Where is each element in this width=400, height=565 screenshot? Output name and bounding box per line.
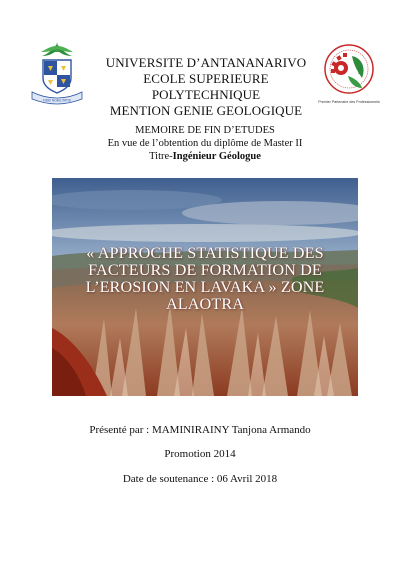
polytechnique-gear-logo-icon bbox=[318, 42, 380, 106]
thesis-title-line: FACTEURS DE FORMATION DE bbox=[88, 261, 322, 279]
promotion-line: Promotion 2014 bbox=[164, 448, 236, 460]
department-name: MENTION GENIE GEOLOGIQUE bbox=[109, 103, 303, 118]
thesis-title-line: L’EROSION EN LAVAKA » ZONE bbox=[85, 278, 325, 296]
cover-photo bbox=[52, 178, 358, 396]
memoire-block bbox=[60, 124, 350, 163]
degree-prefix: Titre- bbox=[149, 151, 173, 162]
polytechnique-tagline: Premier Partenaire des Professionnels bbox=[318, 100, 380, 104]
memoire-purpose: En vue de l’obtention du diplôme de Master II bbox=[107, 138, 303, 149]
degree-title: Ingénieur Géologue bbox=[172, 151, 261, 162]
crest-banner-text: FIDEI NOBILITATIS bbox=[42, 98, 72, 103]
thesis-title-line: « APPROCHE STATISTIQUE DES bbox=[86, 244, 324, 262]
school-name: ECOLE SUPERIEURE POLYTECHNIQUE bbox=[143, 71, 269, 102]
university-crest-icon bbox=[26, 40, 88, 106]
memoire-degree bbox=[60, 150, 350, 163]
defense-date-line: Date de soutenance : 06 Avril 2018 bbox=[122, 473, 278, 485]
memoire-title: MEMOIRE DE FIN D’ETUDES bbox=[135, 125, 275, 136]
institution-header bbox=[95, 55, 317, 119]
svg-text:P: P bbox=[358, 69, 363, 76]
thesis-title-line: ALAOTRA bbox=[165, 295, 245, 313]
author-line: Présenté par : MAMINIRAINY Tanjona Armando bbox=[89, 424, 311, 436]
thesis-title bbox=[52, 245, 358, 313]
university-name: UNIVERSITE D’ANTANANARIVO bbox=[105, 55, 307, 70]
